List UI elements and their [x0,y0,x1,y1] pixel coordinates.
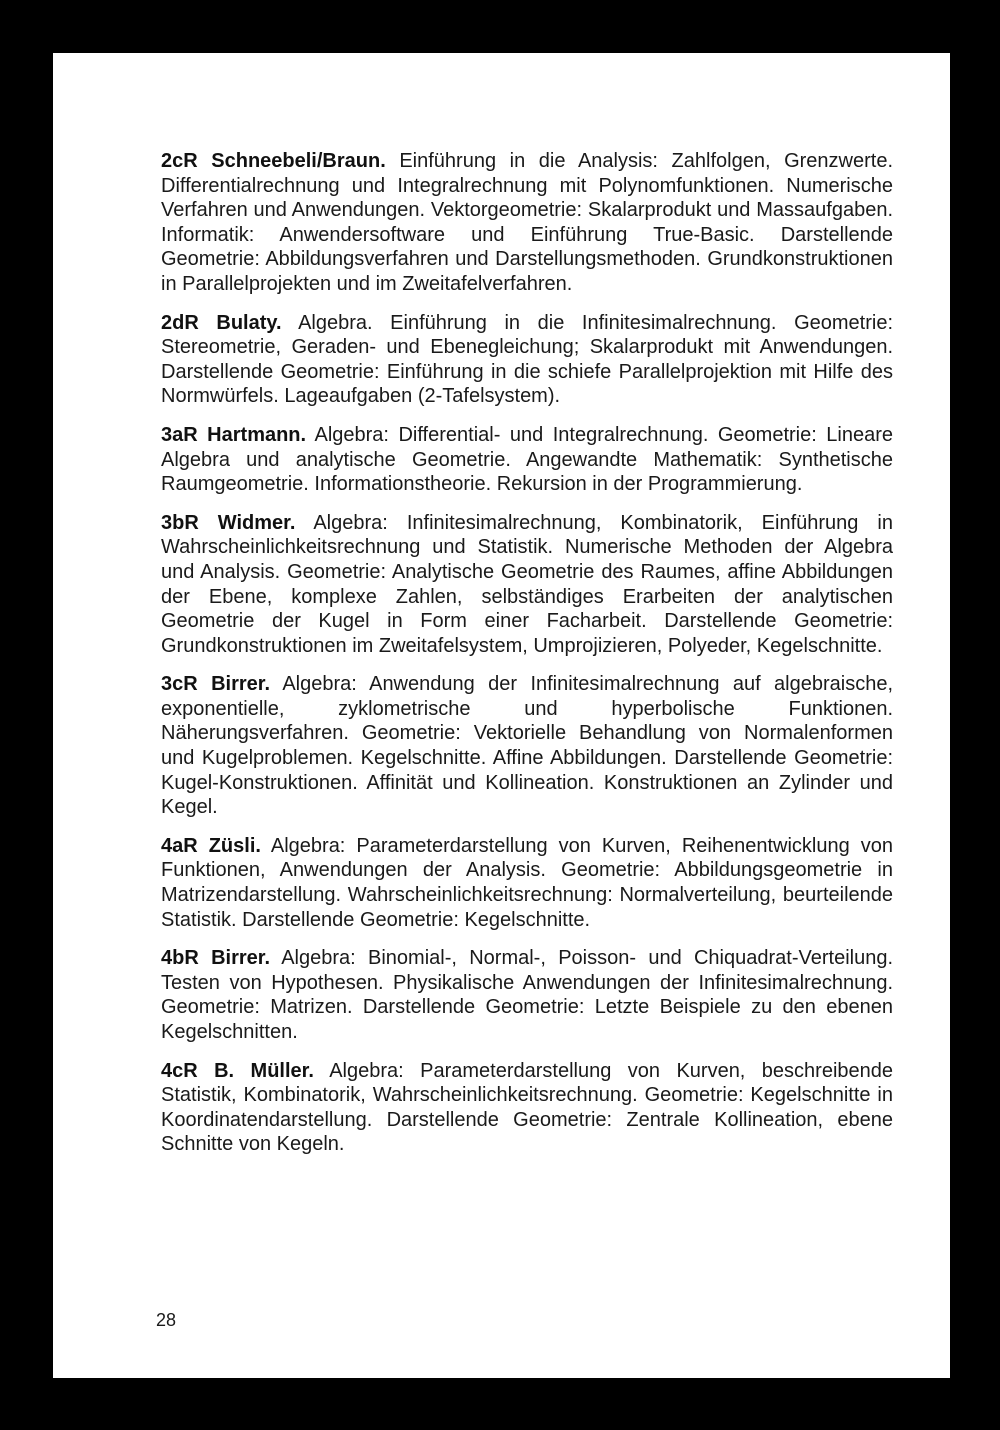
entry-heading: 2dR Bulaty. [161,311,282,334]
entry-heading: 3bR Widmer. [161,511,296,534]
entry-heading: 4cR B. Müller. [161,1059,314,1082]
entry-heading: 4aR Züsli. [161,834,261,857]
entry-2cR [161,149,893,297]
entry-3cR [161,672,893,820]
document-page [53,53,950,1378]
entry-4bR [161,946,893,1044]
entry-text: Algebra: Anwendung der Infinitesimalrechnung auf algebraische, exponentielle, zyklometrische und hyperbolische Funktionen. Näherungsverfahren. Geometrie: Vektorielle Behandlung von Normalenformen und Kugelproblemen. Kegelschnitte. Affine Abbildungen. Darstellende Geometrie: Kugel-Konstruktionen. Affinität und Kollineation. Konstruktionen an Zylinder und Kegel. [161,673,894,819]
entry-text: Algebra: Parameterdarstellung von Kurven, beschreibende Statistik, Kombinatorik, Wahrscheinlichkeitsrechnung. Geometrie: Kegelschnitte in Koordinatendarstellung. Darstellende Geometrie: Zentrale Kollineation, ebene Schnitte von Kegeln. [161,1059,894,1156]
entry-heading: 2cR Schneebeli/Braun. [161,150,386,172]
entry-text: Algebra. Einführung in die Infinitesimalrechnung. Geometrie: Stereometrie, Geraden- und Ebenegleichung; Skalarprodukt mit Anwendungen. Darstellende Geometrie: Einführung in die schiefe Parallelprojektion mit Hilfe des Normwürfels. Lageaufgaben (2-Tafelsystem). [161,311,894,408]
entry-3bR [161,511,893,659]
entry-2dR [161,311,893,409]
entry-heading: 3cR Birrer. [161,673,271,696]
entry-text: Einführung in die Analysis: Zahlfolgen, Grenzwerte. Differentialrechnung und Integralrechnung mit Polynomfunktionen. Numerische Verfahren und Anwendungen. Vektorgeometrie: Skalarprodukt und Massaufgaben. Informatik: Anwendersoftware und Einführung True-Basic. Darstellende Geometrie: Abbildungsverfahren und Darstellungsmethoden. Grundkonstruktionen in Parallelprojekten und im Zweitafelverfahren. [161,150,893,295]
entry-heading: 3aR Hartmann. [161,423,307,446]
entry-4aR [161,834,893,932]
document-body [161,149,893,1171]
page-number: 28 [156,1310,177,1330]
entry-text: Algebra: Binomial-, Normal-, Poisson- und Chiquadrat-Verteilung. Testen von Hypothesen. Physikalische Anwendungen der Infinitesimalrechnung. Geometrie: Matrizen. Darstellende Geometrie: Letzte Beispiele zu den ebenen Kegelschnitten. [161,947,894,1043]
entry-text: Algebra: Parameterdarstellung von Kurven, Reihenentwicklung von Funktionen, Anwendungen der Analysis. Geometrie: Abbildungsgeometrie in Matrizendarstellung. Wahrscheinlichkeitsrechnung: Normalverteilung, beurteilende Statistik. Darstellende Geometrie: Kegelschnitte. [161,834,893,931]
entry-text: Algebra: Differential- und Integralrechnung. Geometrie: Lineare Algebra und analytische Geometrie. Angewandte Mathematik: Synthetische Raumgeometrie. Informationstheorie. Rekursion in der Programmierung. [161,423,893,496]
entry-3aR [161,423,893,497]
entry-text: Algebra: Infinitesimalrechnung, Kombinatorik, Einführung in Wahrscheinlichkeitsrechnung und Statistik. Numerische Methoden der Algebra und Analysis. Geometrie: Analytische Geometrie des Raumes, affine Abbildungen der Ebene, komplexe Zahlen, selbständiges Erarbeiten der analytischen Geometrie der Kugel in Form einer Facharbeit. Darstellende Geometrie: Grundkonstruktionen im Zweitafelsystem, Umprojizieren, Polyeder, Kegelschnitte. [161,511,893,657]
entry-heading: 4bR Birrer. [161,947,271,970]
entry-4cR [161,1059,893,1157]
